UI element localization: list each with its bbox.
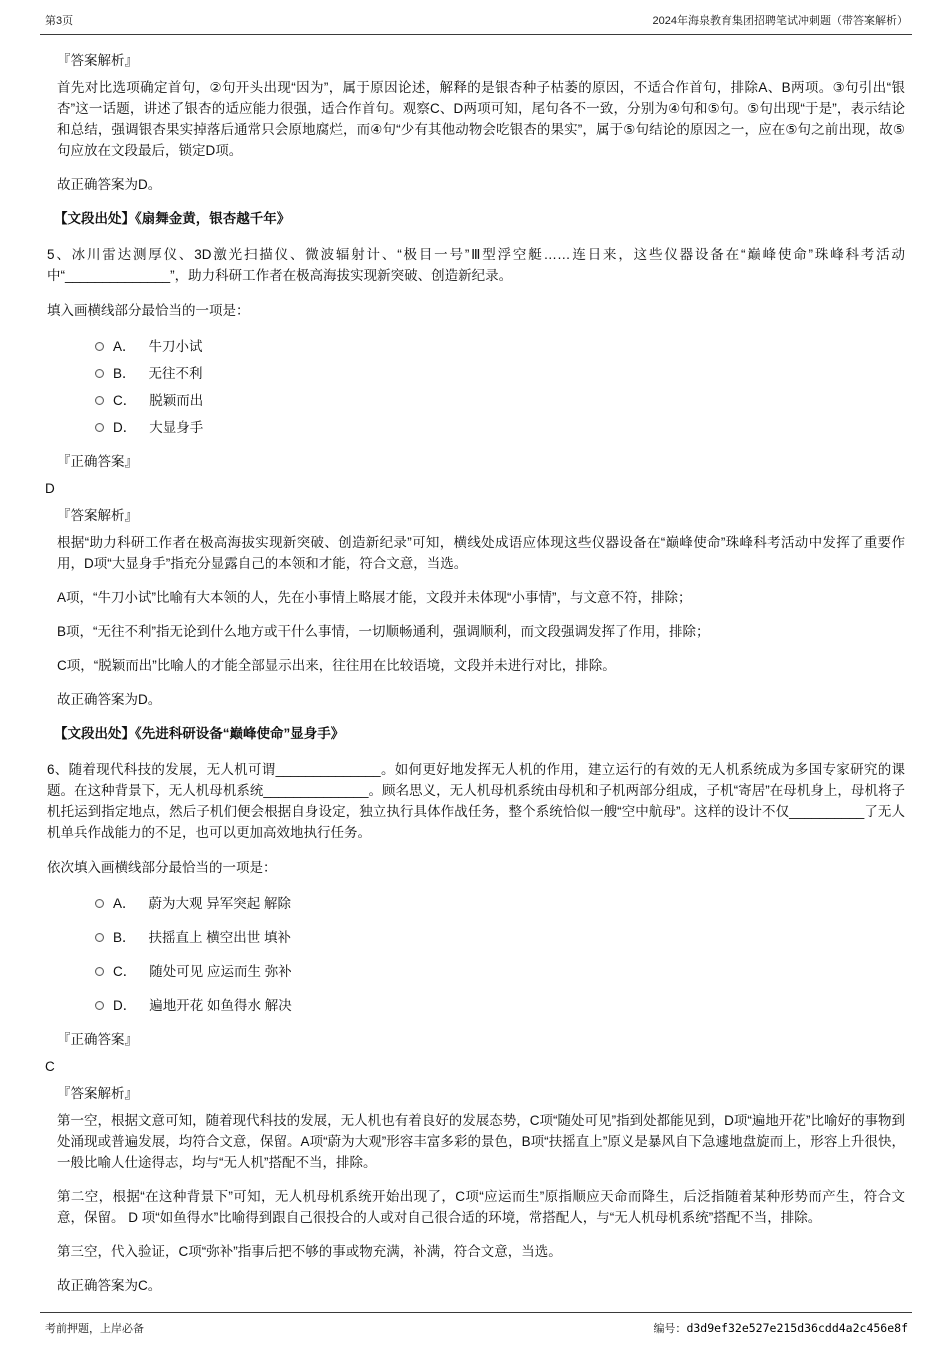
code-label: 编号： <box>653 1323 687 1335</box>
options-group <box>95 336 905 438</box>
radio-button[interactable] <box>95 933 104 942</box>
options-group <box>95 893 905 1016</box>
question-stem: 5、冰川雷达测厚仪、3D激光扫描仪、微波辐射计、“极目一号”Ⅲ型浮空艇……连日来，这些仪器设备在“巅峰使命”珠峰科考活动中“______________”，助力科研工作者在极高海拔实现新突破、创造新纪录。 <box>47 247 905 283</box>
option-letter: D． <box>113 998 137 1013</box>
option-row <box>95 336 905 357</box>
paragraph: B项，“无往不利”指无论到什么地方或干什么事情，一切顺畅通利，强调顺利，而文段强调发挥了作用，排除； <box>57 624 710 639</box>
section-label: 『正确答案』 <box>57 454 138 469</box>
option-row <box>95 995 905 1016</box>
content <box>0 35 950 1295</box>
answer-letter: D <box>45 481 55 496</box>
option-text: 遍地开花 如鱼得水 解决 <box>149 998 292 1013</box>
section-label: 『答案解析』 <box>57 1086 138 1101</box>
paragraph: 第二空，根据“在这种背景下”可知，无人机母机系统开始出现了，C项“应运而生”原指顺应天命而降生，后泛指随着某种形势而产生，符合文意，保留。 D 项“如鱼得水”比喻得到跟自己很投合的人或对自己很合适的环境，常搭配人，与“无人机母机系统”搭配不当，排除。 <box>57 1189 905 1225</box>
section-label: 『答案解析』 <box>57 53 138 68</box>
footer-divider <box>40 1312 912 1313</box>
option-text: 脱颖而出 <box>149 393 204 408</box>
section-label: 『正确答案』 <box>57 1032 138 1047</box>
paragraph: 故正确答案为C。 <box>57 1278 162 1293</box>
option-letter: B． <box>113 366 136 381</box>
option-letter: A． <box>113 896 136 911</box>
paragraph: 第三空，代入验证，C项“弥补”指事后把不够的事或物充满，补满，符合文意，当选。 <box>57 1244 562 1259</box>
radio-button[interactable] <box>95 967 104 976</box>
option-text: 牛刀小试 <box>148 339 203 354</box>
question-stem: 6、随着现代科技的发展，无人机可谓______________。如何更好地发挥无人机的作用，建立运行的有效的无人机系统成为多国专家研究的课题。在这种背景下，无人机母机系统______________。顾名思义，无人机母机系统由母机和子机两部分组成，子机“寄居”在母机身上，母机将子机托运到指定地点，然后子机们便会根据自身设定，独立执行具体作战任务，整个系统恰似一艘“空中航母”。这样的设计不仅__________了无人机单兵作战能力的不足，也可以更加高效地执行任务。 <box>47 762 905 840</box>
page-footer <box>45 1320 908 1336</box>
radio-button[interactable] <box>95 899 104 908</box>
option-text: 无往不利 <box>148 366 203 381</box>
option-letter: B． <box>113 930 136 945</box>
paragraph: 故正确答案为D。 <box>57 692 162 707</box>
radio-button[interactable] <box>95 342 104 351</box>
option-row <box>95 390 905 411</box>
paragraph: 故正确答案为D。 <box>57 177 162 192</box>
answer-letter: C <box>45 1059 55 1074</box>
section-label: 『答案解析』 <box>57 508 138 523</box>
option-row <box>95 363 905 384</box>
source-line: 【文段出处】《扇舞金黄，银杏越千年》 <box>54 211 291 226</box>
paragraph: 根据“助力科研工作者在极高海拔实现新突破、创造新纪录”可知，横线处成语应体现这些仪器设备在“巅峰使命”珠峰科考活动中发挥了重要作用，D项“大显身手”指充分显露自己的本领和才能，符合文意，当选。 <box>57 535 905 571</box>
footer-slogan: 考前押题，上岸必备 <box>45 1323 144 1335</box>
option-row <box>95 927 905 948</box>
option-text: 蔚为大观 异军突起 解除 <box>148 896 292 911</box>
option-row <box>95 961 905 982</box>
question-prompt: 依次填入画横线部分最恰当的一项是： <box>47 860 277 875</box>
option-text: 随处可见 应运而生 弥补 <box>149 964 292 979</box>
option-row <box>95 893 905 914</box>
paragraph: 第一空，根据文意可知，随着现代科技的发展，无人机也有着良好的发展态势，C项“随处可见”指到处都能见到，D项“遍地开花”比喻好的事物到处涌现或普遍发展，均符合文意，保留。A项“蔚为大观”形容丰富多彩的景色，B项“扶摇直上”原义是暴风自下急遽地盘旋而上，形容上升很快，一般比喻人仕途得志，均与“无人机”搭配不当，排除。 <box>57 1113 905 1170</box>
paragraph: A项，“牛刀小试”比喻有大本领的人，先在小事情上略展才能，文段并未体现“小事情”，与文意不符，排除； <box>57 590 692 605</box>
page-header <box>0 0 950 32</box>
footer-code <box>653 1320 908 1336</box>
option-text: 大显身手 <box>149 420 204 435</box>
option-row <box>95 417 905 438</box>
radio-button[interactable] <box>95 1001 104 1010</box>
paragraph: 首先对比选项确定首句，②句开头出现“因为”，属于原因论述，解释的是银杏种子枯萎的原因，不适合作首句，排除A、B两项。③句引出“银杏”这一话题，讲述了银杏的适应能力很强，适合作首句。观察C、D两项可知，尾句各不一致，分别为④句和⑤句。⑤句出现“于是”，表示结论和总结，强调银杏果实掉落后通常只会原地腐烂，而④句“少有其他动物会吃银杏的果实”，属于⑤句结论的原因之一，应在⑤句之前出现，故⑤句应放在文段最后，锁定D项。 <box>57 80 905 158</box>
page-number: 第3页 <box>45 15 74 27</box>
question-prompt: 填入画横线部分最恰当的一项是： <box>47 303 250 318</box>
option-text: 扶摇直上 横空出世 填补 <box>148 930 292 945</box>
option-letter: C． <box>113 393 137 408</box>
option-letter: A． <box>113 339 136 354</box>
document-title: 2024年海泉教育集团招聘笔试冲刺题（带答案解析） <box>652 15 908 27</box>
radio-button[interactable] <box>95 369 104 378</box>
source-line: 【文段出处】《先进科研设备“巅峰使命”显身手》 <box>54 726 345 741</box>
code-value: d3d9ef32e527e215d36cdd4a2c456e8f <box>686 1321 908 1335</box>
paragraph: C项，“脱颖而出”比喻人的才能全部显示出来，往往用在比较语境，文段并未进行对比，排除。 <box>57 658 616 673</box>
option-letter: C． <box>113 964 137 979</box>
radio-button[interactable] <box>95 423 104 432</box>
option-letter: D． <box>113 420 137 435</box>
radio-button[interactable] <box>95 396 104 405</box>
